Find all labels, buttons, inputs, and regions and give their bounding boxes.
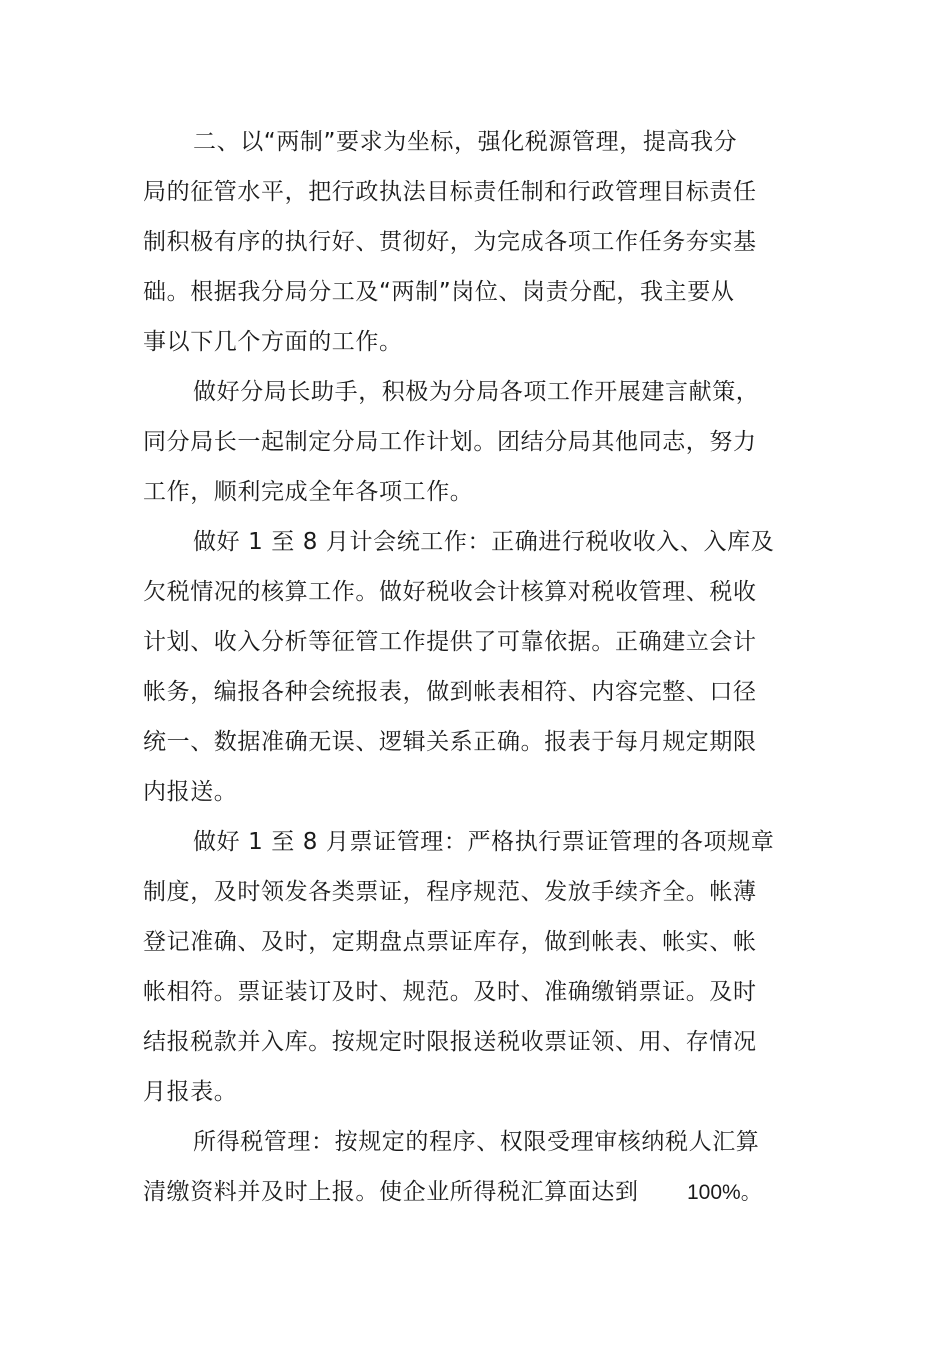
paragraph-3-line-5: 统一、数据准确无误、逻辑关系正确。报表于每月规定期限 xyxy=(143,729,757,755)
paragraph-1-line-4: 础。根据我分局分工及“两制”岗位、岗责分配，我主要从 xyxy=(143,279,735,305)
paragraph-2-line-3: 工作，顺利完成全年各项工作。 xyxy=(143,479,474,505)
paragraph-4-line-4: 帐相符。票证装订及时、规范。及时、准确缴销票证。及时 xyxy=(143,979,757,1005)
paragraph-1-line-2: 局的征管水平，把行政执法目标责任制和行政管理目标责任 xyxy=(143,179,757,205)
paragraph-5-line-2: 清缴资料并及时上报。使企业所得税汇算面达到 xyxy=(143,1179,639,1205)
paragraph-1-line-5: 事以下几个方面的工作。 xyxy=(143,329,403,355)
paragraph-5-percentage: 100%。 xyxy=(687,1181,762,1204)
paragraph-4-line-5: 结报税款并入库。按规定时限报送税收票证领、用、存情况 xyxy=(143,1029,757,1055)
paragraph-4-line-2: 制度，及时领发各类票证，程序规范、发放手续齐全。帐薄 xyxy=(143,879,757,905)
paragraph-2-line-1: 做好分局长助手，积极为分局各项工作开展建言献策， xyxy=(193,379,760,405)
paragraph-3-line-3: 计划、收入分析等征管工作提供了可靠依据。正确建立会计 xyxy=(143,629,757,655)
paragraph-5-line-1: 所得税管理：按规定的程序、权限受理审核纳税人汇算 xyxy=(193,1129,760,1155)
paragraph-1-line-3: 制积极有序的执行好、贯彻好，为完成各项工作任务夯实基 xyxy=(143,229,757,255)
paragraph-4-line-1: 做好 1 至 8 月票证管理：严格执行票证管理的各项规章 xyxy=(193,829,775,855)
paragraph-3-line-1: 做好 1 至 8 月计会统工作：正确进行税收收入、入库及 xyxy=(193,529,775,555)
paragraph-1-line-1: 二、以“两制”要求为坐标，强化税源管理，提高我分 xyxy=(193,129,738,155)
paragraph-3-line-2: 欠税情况的核算工作。做好税收会计核算对税收管理、税收 xyxy=(143,579,757,605)
paragraph-2-line-2: 同分局长一起制定分局工作计划。团结分局其他同志，努力 xyxy=(143,429,757,455)
paragraph-3-line-4: 帐务，编报各种会统报表，做到帐表相符、内容完整、口径 xyxy=(143,679,757,705)
paragraph-4-line-3: 登记准确、及时，定期盘点票证库存，做到帐表、帐实、帐 xyxy=(143,929,757,955)
paragraph-4-line-6: 月报表。 xyxy=(143,1079,238,1105)
paragraph-3-line-6: 内报送。 xyxy=(143,779,238,805)
